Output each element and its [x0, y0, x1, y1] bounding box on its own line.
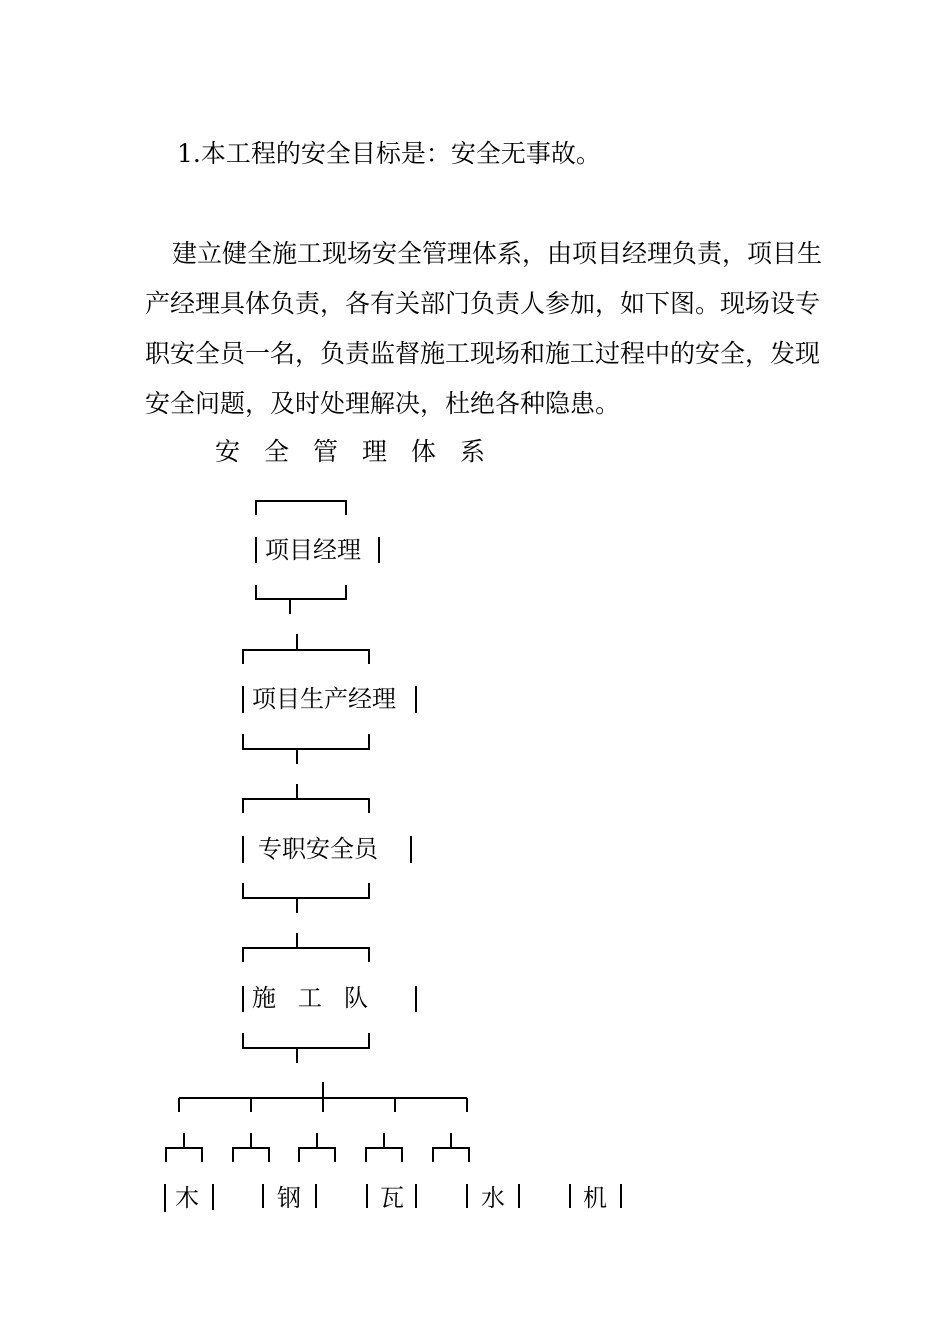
- box-safety-officer-bottom: [243, 883, 369, 898]
- team-bracket-2: [233, 1148, 269, 1162]
- org-box-construction-team: 施工队: [252, 984, 390, 1012]
- team-label-masonry: 瓦: [380, 1184, 404, 1212]
- team-bracket-4: [366, 1148, 402, 1162]
- box-construction-team-bottom: [243, 1033, 369, 1048]
- box-safety-officer-top: [243, 799, 369, 813]
- team-bracket-3: [299, 1148, 335, 1162]
- paragraph-line-4: 安全问题，及时处理解决，杜绝各种隐患。: [145, 389, 621, 418]
- box-production-manager-bottom: [243, 734, 369, 749]
- box-project-manager-bottom: [256, 585, 346, 599]
- org-box-safety-officer: 专职安全员: [258, 835, 378, 863]
- paragraph-line-3: 职安全员一名，负责监督施工现场和施工过程中的安全，发现: [145, 339, 821, 368]
- box-project-manager-top: [256, 501, 346, 515]
- safety-goal-line: 1.本工程的安全目标是：安全无事故。: [177, 139, 601, 168]
- box-production-manager-top: [243, 650, 369, 664]
- team-bracket-1: [166, 1148, 202, 1162]
- team-label-steel: 钢: [277, 1184, 301, 1212]
- box-construction-team-top: [243, 948, 369, 962]
- paragraph-line-2: 产经理具体负责，各有关部门负责人参加，如下图。现场设专: [145, 289, 821, 318]
- org-box-production-manager: 项目生产经理: [252, 685, 396, 713]
- org-box-project-manager: 项目经理: [265, 536, 361, 564]
- team-label-machinery: 机: [583, 1184, 607, 1212]
- team-label-plumbing: 水: [481, 1184, 505, 1212]
- paragraph-line-1: 建立健全施工现场安全管理体系，由项目经理负责，项目生: [172, 239, 823, 268]
- team-label-carpentry: 木: [175, 1184, 199, 1212]
- diagram-title: 安全管理体系: [215, 437, 510, 466]
- team-bracket-5: [433, 1148, 469, 1162]
